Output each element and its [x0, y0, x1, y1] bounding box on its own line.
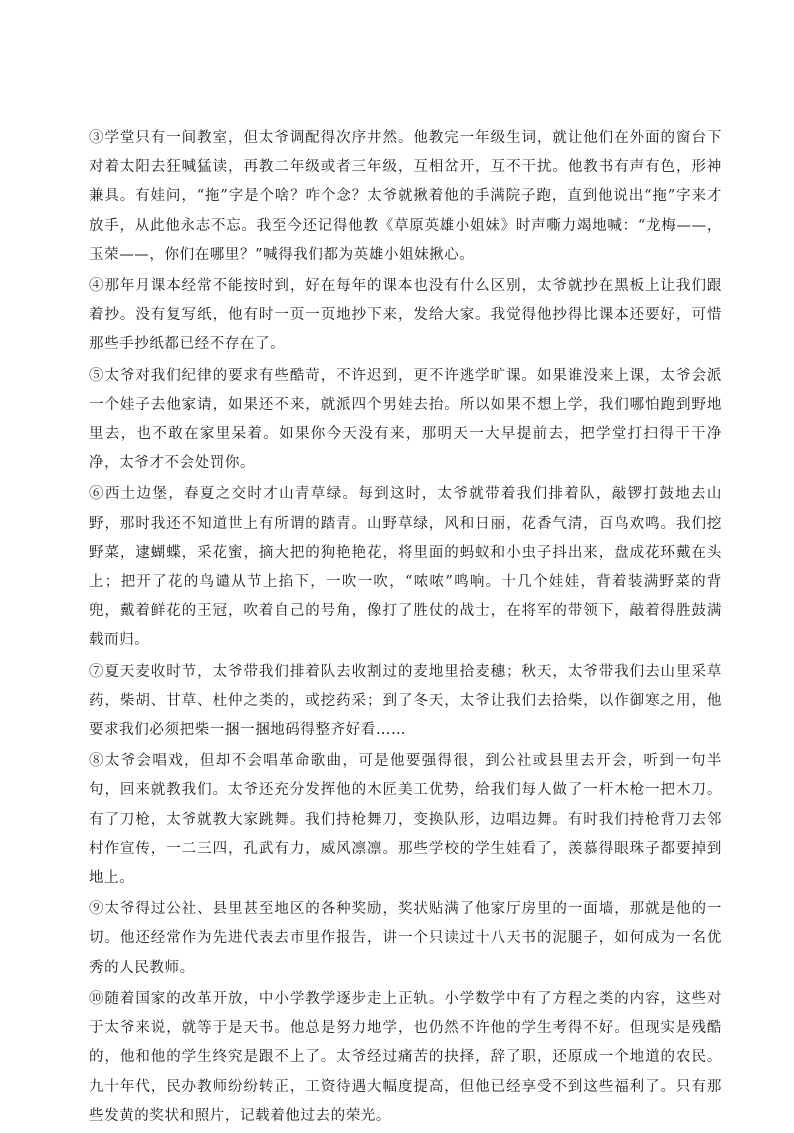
- paragraph-6: ⑥西土边堡，春夏之交时才山青草绿。每到这时，太爷就带着我们排着队，敲锣打鼓地去山野，那时我还不知道世上有所谓的踏青。山野草绿，风和日丽，花香气清，百鸟欢鸣。我们挖野菜，逮蝴蝶，采花蜜，摘大把的狗艳艳花，将里面的蚂蚁和小虫子抖出来，盘成花环戴在头上；把开了花的鸟谴从节上掐下，一吹一吹，“哝哝”鸣响。十几个娃娃，背着装满野菜的背兜，戴着鲜花的王冠，吹着自己的号角，像打了胜仗的战士，在将军的带领下，敲着得胜鼓满载而归。: [89, 486, 722, 649]
- paragraph-9: ⑨太爷得过公社、县里甚至地区的各种奖励，奖状贴满了他家厅房里的一面墙，那就是他的一切。他还经常作为先进代表去市里作报告，讲一个只读过十八天书的泥腿子，如何成为一名优秀的人民教师。: [89, 901, 722, 976]
- paragraph-5: ⑤太爷对我们纪律的要求有些酷苛，不许迟到，更不许逃学旷课。如果谁没来上课，太爷会派一个娃子去他家请，如果还不来，就派四个男娃去抬。所以如果不想上学，我们哪怕跑到野地里去，也不敢在家里呆着。如果你今天没有来，那明天一大早提前去，把学堂打扫得干干净净，太爷才不会处罚你。: [89, 367, 722, 472]
- document-body: [89, 124, 722, 1133]
- paragraph-7: ⑦夏天麦收时节，太爷带我们排着队去收割过的麦地里拾麦穗；秋天，太爷带我们去山里采草药，柴胡、甘草、杜仲之类的，或挖药采；到了冬天，太爷让我们去拾柴，以作御寒之用，他要求我们必须把柴一捆一捆地码得整齐好看……: [89, 663, 722, 739]
- paragraph-4: ④那年月课本经常不能按时到，好在每年的课本也没有什么区别，太爷就抄在黑板上让我们跟着抄。没有复写纸，他有时一页一页地抄下来，发给大家。我觉得他抄得比课本还要好，可惜那些手抄纸都已经不存在了。: [89, 278, 722, 353]
- paragraph-3: ③学堂只有一间教室，但太爷调配得次序井然。他教完一年级生词，就让他们在外面的窗台下对着太阳去狂喊猛读，再教二年级或者三年级，互相岔开，互不干扰。他教书有声有色，形神兼具。有娃问，“拖”字是个啥？咋个念？太爷就揪着他的手满院子跑，直到他说出“拖”字来才放手，从此他永志不忘。我至今还记得他教《草原英雄小姐妹》时声嘶力竭地喊：“龙梅——，玉荣——，你们在哪里？”喊得我们都为英雄小姐妹揪心。: [89, 130, 722, 263]
- paragraph-8: ⑧太爷会唱戏，但却不会唱革命歌曲，可是他要强得很，到公社或县里去开会，听到一句半句，回来就教我们。太爷还充分发挥他的木匠美工优势，给我们每人做了一杆木枪一把木刀。有了刀枪，太爷就教大家跳舞。我们持枪舞刀，变换队形，边唱边舞。有时我们持枪背刀去邻村作宣传，一二三四，孔武有力，威风凛凛。那些学校的学生娃看了，羡慕得眼珠子都要掉到地上。: [89, 753, 722, 887]
- paragraph-10: ⑩随着国家的改革开放，中小学教学逐步走上正轨。小学数学中有了方程之类的内容，这些对于太爷来说，就等于是天书。他总是努力地学，也仍然不许他的学生考得不好。但现实是残酷的，他和他的学生终究是跟不上了。太爷经过痛苦的抉择，辞了职，还原成一个地道的农民。九十年代，民办教师纷纷转正，工资待遇大幅度提高，但他已经享受不到这些福利了。只有那些发黄的奖状和照片，记载着他过去的荣光。: [89, 990, 722, 1124]
